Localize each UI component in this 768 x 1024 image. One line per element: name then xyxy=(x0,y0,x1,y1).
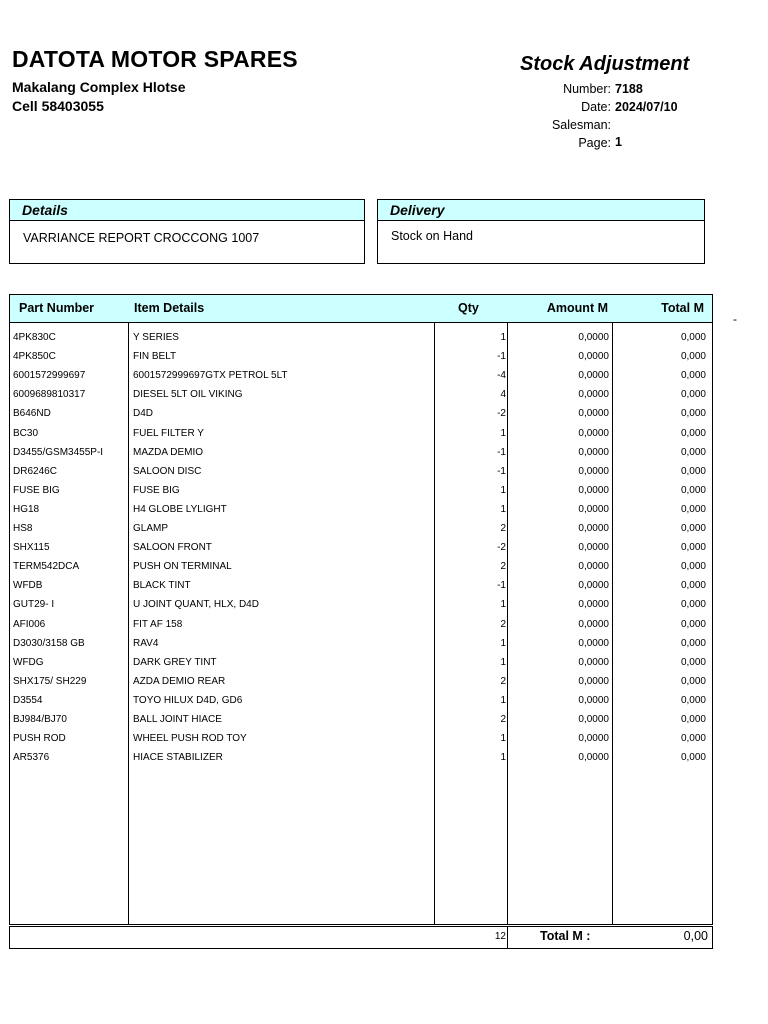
part-number-cell: D3554 xyxy=(13,694,43,706)
item-details-cell: PUSH ON TERMINAL xyxy=(133,561,232,573)
total-cell: 0,000 xyxy=(680,542,706,554)
qty-cell: -1 xyxy=(497,580,506,592)
part-number-cell: B646ND xyxy=(13,408,51,420)
details-heading: Details xyxy=(10,200,364,221)
qty-cell: -1 xyxy=(497,446,506,458)
amount-cell: 0,0000 xyxy=(578,694,609,706)
table-row xyxy=(10,538,712,557)
part-number-cell: 6009689810317 xyxy=(13,389,86,401)
table-row xyxy=(10,385,712,404)
part-number-cell: D3455/GSM3455P-I xyxy=(13,446,104,458)
part-number-cell: WFDB xyxy=(13,580,43,592)
item-details-cell: Y SERIES xyxy=(133,332,179,343)
qty-cell: 1 xyxy=(500,332,506,343)
table-row xyxy=(10,672,712,691)
item-details-cell: TOYO HILUX D4D, GD6 xyxy=(133,694,243,706)
table-row xyxy=(10,404,712,423)
qty-cell: 1 xyxy=(500,752,506,764)
qty-cell: 1 xyxy=(500,427,506,439)
header-qty: Qty xyxy=(458,301,479,315)
part-number-cell: BJ984/BJ70 xyxy=(13,714,67,725)
table-row xyxy=(10,481,712,500)
qty-cell: 1 xyxy=(500,637,506,649)
total-cell: 0,000 xyxy=(680,503,706,515)
amount-cell: 0,0000 xyxy=(578,561,609,573)
qty-cell: 4 xyxy=(500,389,506,401)
total-cell: 0,000 xyxy=(680,599,706,611)
item-details-cell: HIACE STABILIZER xyxy=(133,752,223,764)
amount-cell: 0,0000 xyxy=(578,618,609,630)
part-number-cell: WFDG xyxy=(13,656,44,668)
margin-mark: - xyxy=(733,312,737,326)
details-text: VARRIANCE REPORT CROCCONG 1007 xyxy=(23,231,260,245)
page-value: 1 xyxy=(615,135,622,149)
total-cell: 0,000 xyxy=(680,427,706,439)
item-details-cell: SALOON FRONT xyxy=(133,542,212,554)
total-cell: 0,000 xyxy=(680,389,706,401)
table-row xyxy=(10,328,712,347)
amount-cell: 0,0000 xyxy=(578,465,609,477)
qty-cell: 2 xyxy=(500,561,506,573)
table-footer xyxy=(9,926,713,949)
amount-cell: 0,0000 xyxy=(578,351,609,363)
qty-cell: 1 xyxy=(500,599,506,611)
total-cell: 0,000 xyxy=(680,656,706,668)
part-number-cell: SHX175/ SH229 xyxy=(13,675,87,687)
part-number-cell: FUSE BIG xyxy=(13,484,60,496)
part-number-cell: D3030/3158 GB xyxy=(13,637,85,649)
total-cell: 0,000 xyxy=(680,752,706,764)
total-cell: 0,000 xyxy=(680,694,706,706)
amount-cell: 0,0000 xyxy=(578,523,609,534)
amount-cell: 0,0000 xyxy=(578,637,609,649)
table-row xyxy=(10,691,712,710)
total-cell: 0,000 xyxy=(680,332,706,343)
salesman-label: Salesman: xyxy=(551,118,611,132)
total-cell: 0,000 xyxy=(680,561,706,573)
item-details-cell: BLACK TINT xyxy=(133,580,191,592)
total-value: 0,00 xyxy=(683,929,708,943)
table-row xyxy=(10,462,712,481)
qty-cell: -1 xyxy=(497,351,506,363)
qty-cell: 2 xyxy=(500,618,506,630)
part-number-cell: GUT29- I xyxy=(13,599,55,611)
header-total: Total M xyxy=(661,301,704,315)
part-number-cell: BC30 xyxy=(13,427,39,439)
item-details-cell: WHEEL PUSH ROD TOY xyxy=(133,733,247,745)
company-cell: Cell 58403055 xyxy=(12,98,104,114)
item-details-cell: SALOON DISC xyxy=(133,465,202,477)
amount-cell: 0,0000 xyxy=(578,408,609,420)
item-details-cell: 6001572999697GTX PETROL 5LT xyxy=(133,370,288,382)
table-row xyxy=(10,500,712,519)
qty-cell: 1 xyxy=(500,503,506,515)
amount-cell: 0,0000 xyxy=(578,599,609,611)
amount-cell: 0,0000 xyxy=(578,752,609,764)
item-details-cell: FUSE BIG xyxy=(133,484,180,496)
total-cell: 0,000 xyxy=(680,446,706,458)
total-cell: 0,000 xyxy=(680,675,706,687)
item-details-cell: DARK GREY TINT xyxy=(133,656,217,668)
date-value: 2024/07/10 xyxy=(615,100,678,114)
part-number-cell: HG18 xyxy=(13,503,40,515)
total-cell: 0,000 xyxy=(680,484,706,496)
number-label: Number: xyxy=(563,82,611,96)
total-cell: 0,000 xyxy=(680,408,706,420)
total-cell: 0,000 xyxy=(680,618,706,630)
item-details-cell: FUEL FILTER Y xyxy=(133,427,204,439)
item-details-cell: RAV4 xyxy=(133,637,159,649)
qty-cell: 1 xyxy=(500,484,506,496)
part-number-cell: AR5376 xyxy=(13,752,50,764)
header-item-details: Item Details xyxy=(134,301,205,315)
item-details-cell: FIN BELT xyxy=(133,351,177,363)
date-label: Date: xyxy=(581,100,611,114)
header-amount: Amount M xyxy=(546,301,608,315)
table-header xyxy=(9,294,713,323)
amount-cell: 0,0000 xyxy=(578,503,609,515)
table-row xyxy=(10,710,712,729)
company-address: Makalang Complex Hlotse xyxy=(12,79,186,95)
part-number-cell: TERM542DCA xyxy=(13,561,80,573)
part-number-cell: 4PK830C xyxy=(13,332,56,343)
amount-cell: 0,0000 xyxy=(578,675,609,687)
qty-cell: -1 xyxy=(497,465,506,477)
total-cell: 0,000 xyxy=(680,733,706,745)
amount-cell: 0,0000 xyxy=(578,733,609,745)
table-row xyxy=(10,653,712,672)
table-row xyxy=(10,366,712,385)
total-cell: 0,000 xyxy=(680,465,706,477)
qty-cell: 1 xyxy=(500,656,506,668)
table-row xyxy=(10,748,712,767)
qty-cell: -2 xyxy=(497,408,506,420)
part-number-cell: PUSH ROD xyxy=(13,733,66,745)
table-row xyxy=(10,519,712,538)
item-details-cell: U JOINT QUANT, HLX, D4D xyxy=(133,599,259,611)
table-row xyxy=(10,557,712,576)
table-row xyxy=(10,576,712,595)
table-row xyxy=(10,443,712,462)
total-cell: 0,000 xyxy=(680,370,706,382)
total-cell: 0,000 xyxy=(680,523,706,534)
header-part-number: Part Number xyxy=(19,301,95,315)
item-details-cell: GLAMP xyxy=(133,523,169,534)
amount-cell: 0,0000 xyxy=(578,427,609,439)
total-cell: 0,000 xyxy=(680,580,706,592)
table-row xyxy=(10,595,712,614)
number-value: 7188 xyxy=(615,82,643,96)
part-number-cell: HS8 xyxy=(13,523,33,534)
company-name: DATOTA MOTOR SPARES xyxy=(12,46,298,72)
delivery-text: Stock on Hand xyxy=(391,229,473,243)
amount-cell: 0,0000 xyxy=(578,656,609,668)
total-cell: 0,000 xyxy=(680,714,706,725)
document-title: Stock Adjustment xyxy=(520,53,690,75)
delivery-heading: Delivery xyxy=(378,200,704,221)
item-details-cell: BALL JOINT HIACE xyxy=(133,714,222,725)
table-body xyxy=(9,322,713,925)
total-cell: 0,000 xyxy=(680,351,706,363)
table-row xyxy=(10,729,712,748)
item-details-cell: FIT AF 158 xyxy=(133,618,183,630)
amount-cell: 0,0000 xyxy=(578,484,609,496)
qty-cell: -4 xyxy=(497,370,506,382)
item-details-cell: MAZDA DEMIO xyxy=(133,446,204,458)
part-number-cell: 6001572999697 xyxy=(13,370,86,382)
delivery-box xyxy=(377,199,705,264)
amount-cell: 0,0000 xyxy=(578,542,609,554)
amount-cell: 0,0000 xyxy=(578,580,609,592)
table-row xyxy=(10,424,712,443)
qty-cell: 1 xyxy=(500,694,506,706)
qty-cell: -2 xyxy=(497,542,506,554)
qty-cell: 1 xyxy=(500,733,506,745)
qty-cell: 2 xyxy=(500,675,506,687)
amount-cell: 0,0000 xyxy=(578,370,609,382)
item-details-cell: H4 GLOBE LYLIGHT xyxy=(133,503,227,515)
part-number-cell: DR6246C xyxy=(13,465,57,477)
item-details-cell: AZDA DEMIO REAR xyxy=(133,675,226,687)
amount-cell: 0,0000 xyxy=(578,389,609,401)
table-row xyxy=(10,615,712,634)
item-details-cell: D4D xyxy=(133,408,154,420)
details-box xyxy=(9,199,365,264)
total-cell: 0,000 xyxy=(680,637,706,649)
table-row xyxy=(10,347,712,366)
part-number-cell: SHX115 xyxy=(13,542,50,554)
qty-total: 12 xyxy=(494,931,506,942)
amount-cell: 0,0000 xyxy=(578,714,609,725)
table-row xyxy=(10,634,712,653)
amount-cell: 0,0000 xyxy=(578,446,609,458)
page-label: Page: xyxy=(578,136,611,150)
total-label: Total M : xyxy=(540,929,591,943)
qty-cell: 2 xyxy=(500,523,506,534)
part-number-cell: 4PK850C xyxy=(13,351,56,363)
qty-cell: 2 xyxy=(500,714,506,725)
part-number-cell: AFI006 xyxy=(13,618,46,630)
amount-cell: 0,0000 xyxy=(578,332,609,343)
item-details-cell: DIESEL 5LT OIL VIKING xyxy=(133,389,243,401)
